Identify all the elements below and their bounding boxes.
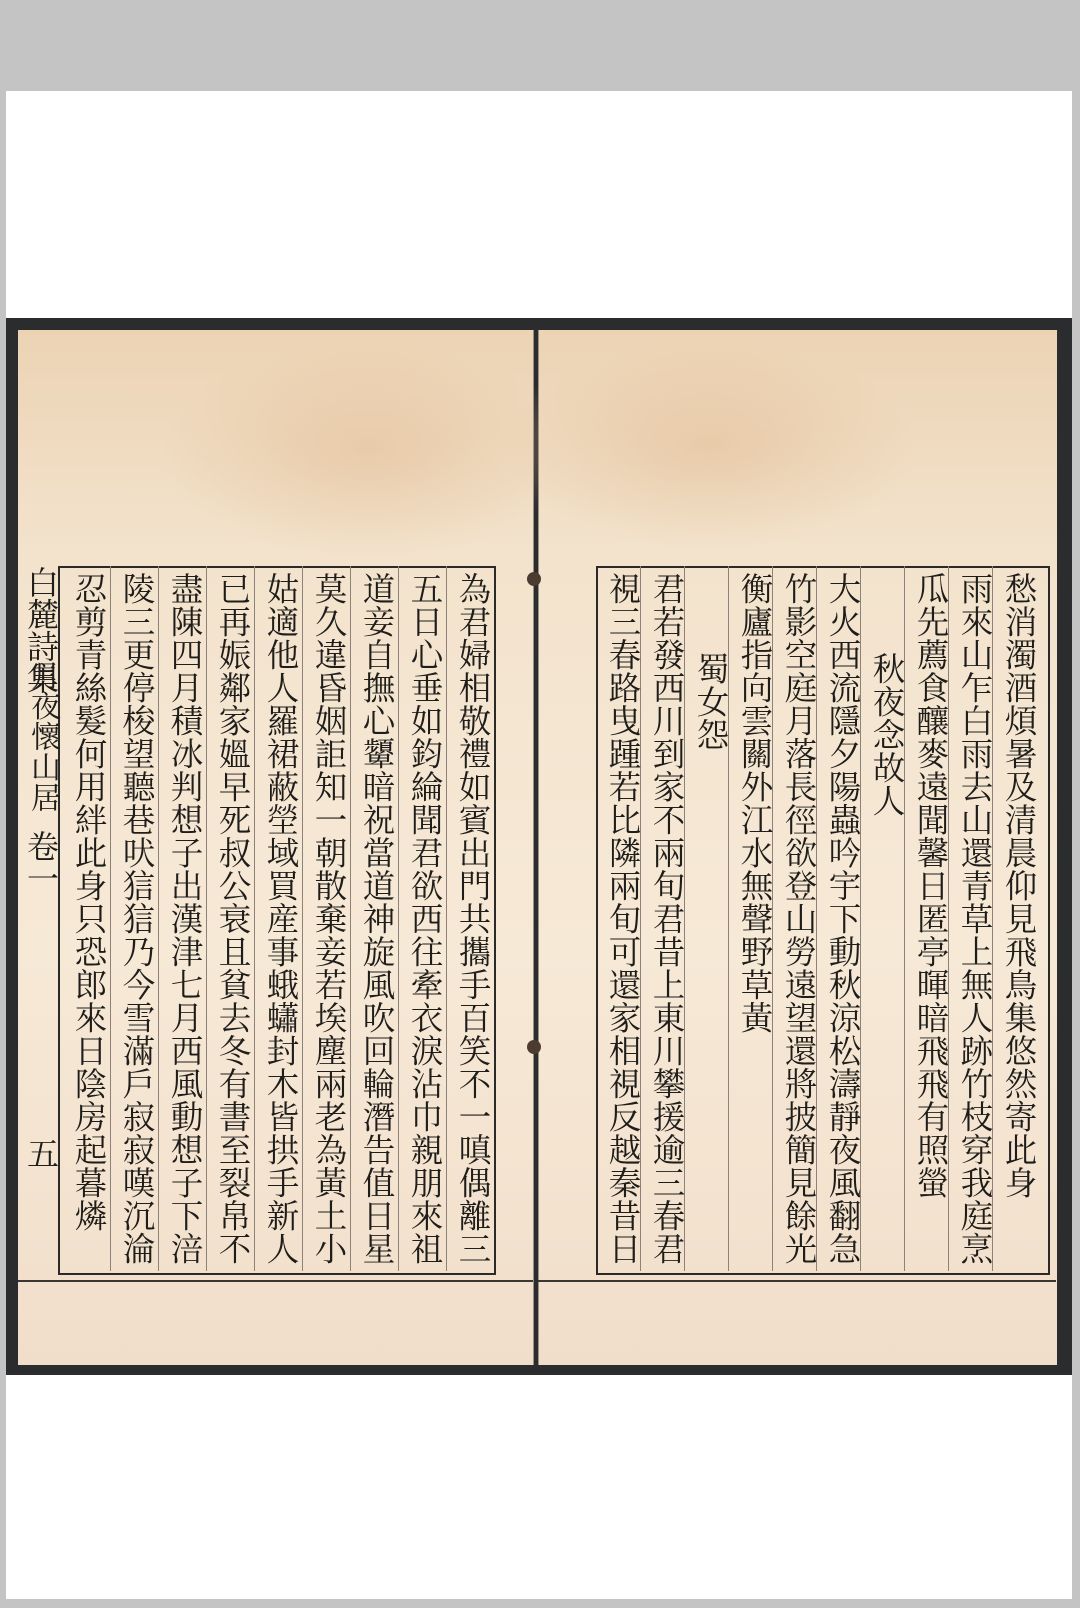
- page-number: 五: [22, 1137, 60, 1169]
- left-column-1: 為君婦相敬禮如賓出門共攜手百笑不一嗔偶離三: [454, 572, 492, 1265]
- right-column-1: 愁消濁酒煩暑及清晨仰見飛鳥集悠然寄此身: [1000, 572, 1038, 1199]
- left-column-5: 姑適他人羅裙蔽塋域買産事蛾蠨封木皆拱手新人: [262, 572, 300, 1265]
- binding-hole-top: [527, 572, 541, 586]
- left-column-7: 盡陳四月積冰判想子出漢津七月西風動想子下涪: [166, 572, 204, 1265]
- right-column-3: 瓜先薦食釀麥遠聞馨日匿亭暉暗飛飛有照螢: [912, 572, 950, 1199]
- left-column-3: 道妾自撫心顰暗祝當道神旋風吹回輪潛告值日星: [358, 572, 396, 1265]
- poem-title-moon-night: 月夜懷山居: [25, 660, 60, 813]
- right-column-2: 雨來山乍白雨去山還青草上無人跡竹枝穿我庭烹: [956, 572, 994, 1265]
- right-column-5: 大火西流隱夕陽蟲吟宇下動秋涼松濤靜夜風翻急: [824, 572, 862, 1265]
- binding-hole-bottom: [527, 1040, 541, 1054]
- right-column-10: 視三春路曳踵若比隣兩旬可還家相視反越秦昔日: [604, 572, 642, 1265]
- poem-title-autumn-night: 秋夜念故人: [868, 652, 906, 817]
- left-column-9: 忍剪青絲髮何用絆此身只恐郎來日陰房起暮燐: [70, 572, 108, 1232]
- right-column-7: 衡廬指向雲關外江水無聲野草黃: [736, 572, 774, 1034]
- left-column-6: 已再娠鄰家媼早死叔公衰且貧去冬有書至裂帛不: [214, 572, 252, 1265]
- left-column-2: 五日心垂如鈞綸聞君欲西往牽衣淚沾巾親朋來祖: [406, 572, 444, 1265]
- left-column-4: 莫久違昏姻詎知一朝散棄妾若埃塵兩老為黃土小: [310, 572, 348, 1265]
- right-column-9: 君若發西川到家不兩旬君昔上東川攀援逾三春君: [648, 572, 686, 1265]
- book-title: 白麓詩集: [22, 566, 60, 694]
- poem-title-shu-woman: 蜀女怨: [692, 652, 730, 751]
- left-column-8: 陵三更停梭望聽巷吠狺狺乃今雪滿戶寂寂嘆沉淪: [118, 572, 156, 1265]
- volume-label: 卷一: [22, 830, 60, 894]
- right-column-6: 竹影空庭月落長徑欲登山勞遠望還將披簡見餘光: [780, 572, 818, 1265]
